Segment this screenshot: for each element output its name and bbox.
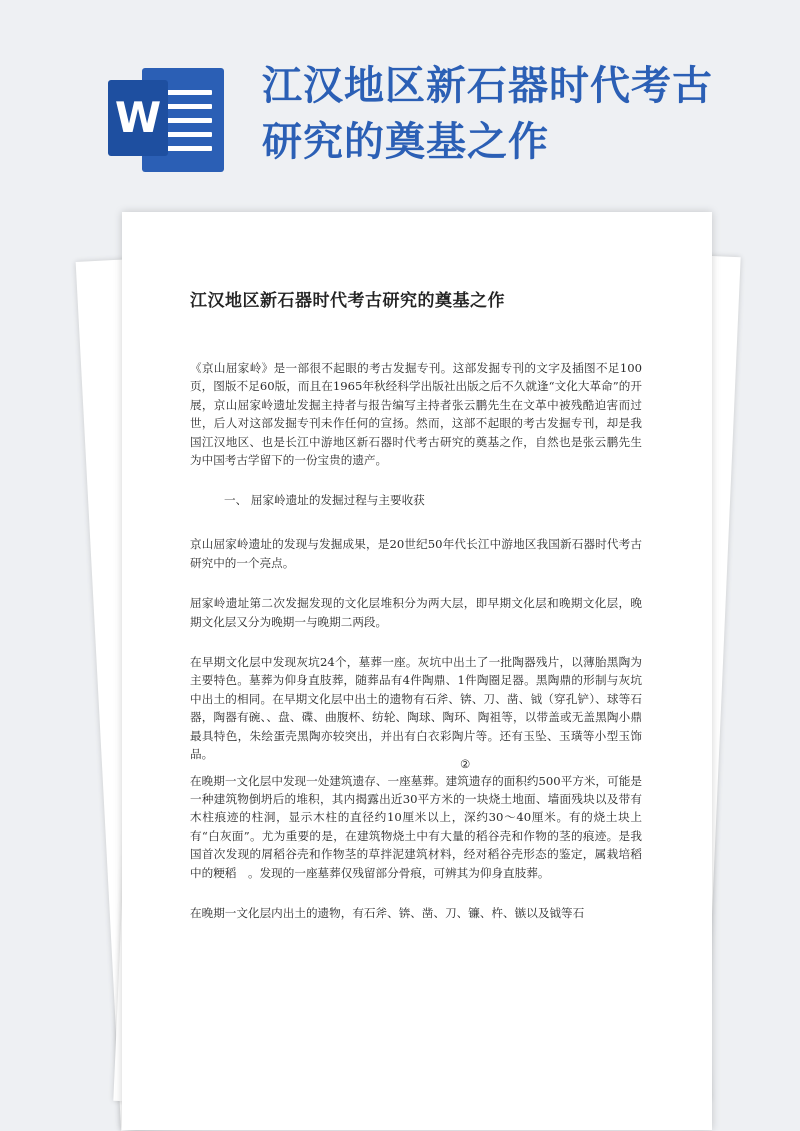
paragraph: 屈家岭遗址第二次发掘发现的文化层堆积分为两大层，即早期文化层和晚期文化层，晚期文化层又分为晚期一与晚期二两段。 bbox=[190, 596, 642, 629]
paragraph: 在晚期一文化层中发现一处建筑遗存、一座墓葬。建筑遗存的面积约500平方米，可能是一种建筑物倒坍后的堆积，其内揭露出近30平方米的一块烧土地面、墙面残块以及带有木柱痕迹的柱洞，显示木柱的直径约10厘米以上，深约30～40厘米。有的烧土块上有“白灰面”。尤为重要的是，在建筑物烧土中有大量的稻谷壳和作物的茎的痕迹。是我国首次发现的屑稻谷壳和作物茎的草拌泥建筑材料，经对稻谷壳形态的鉴定，属栽培稻中的粳稻 。发现的一座墓葬仅残留部分骨痕，可辨其为仰身直肢葬。 bbox=[190, 773, 642, 880]
footnote-marker: ② bbox=[460, 756, 471, 771]
paragraph: 在早期文化层中发现灰坑24个，墓葬一座。灰坑中出土了一批陶器残片，以薄胎黑陶为主要特色。墓葬为仰身直肢葬，随葬品有4件陶鼎、1件陶圈足器。黑陶鼎的形制与灰坑中出土的相同。在早期文化层中出土的遗物有石斧、锛、刀、凿、钺（穿孔铲）、球等石器，陶器有碗、、盘、碟、曲腹杯、纺轮、陶球、陶环、陶祖等，以带盖或无盖黑陶小鼎最具特色，朱绘蛋壳黑陶亦较突出，并出有白衣彩陶片等。还有玉坠、玉璜等小型玉饰品。 bbox=[190, 655, 642, 762]
document-content bbox=[190, 286, 642, 944]
paragraph: 《京山屈家岭》是一部很不起眼的考古发掘专刊。这部发掘专刊的文字及插图不足100页，图版不足60版，而且在1965年秋经科学出版社出版之后不久就逢“文化大革命”的开展，京山屈家岭遗址发掘主持者与报告编写主持者张云鹏先生在文革中被残酷迫害而过世，后人对这部发掘专刊未作任何的宣扬。然而，这部不起眼的考古发掘专刊，却是我国江汉地区、也是长江中游地区新石器时代考古研究的奠基之作，自然也是张云鹏先生为中国考古学留下的一份宝贵的遗产。 bbox=[190, 361, 642, 468]
word-icon-letter: W bbox=[108, 80, 168, 156]
document-heading: 江汉地区新石器时代考古研究的奠基之作 bbox=[190, 291, 505, 311]
banner bbox=[0, 0, 800, 200]
paragraph: 京山屈家岭遗址的发现与发掘成果，是20世纪50年代长江中游地区我国新石器时代考古研究中的一个亮点。 bbox=[190, 537, 642, 570]
banner-title: 江汉地区新石器时代考古研究的奠基之作 bbox=[262, 62, 713, 165]
section-heading: 一、 屈家岭遗址的发掘过程与主要收获 bbox=[224, 493, 425, 508]
paragraph: 在晚期一文化层内出土的遗物，有石斧、锛、凿、刀、镰、杵、镞以及钺等石 bbox=[190, 905, 585, 920]
word-document-icon bbox=[108, 68, 224, 172]
document-page bbox=[122, 212, 712, 1130]
